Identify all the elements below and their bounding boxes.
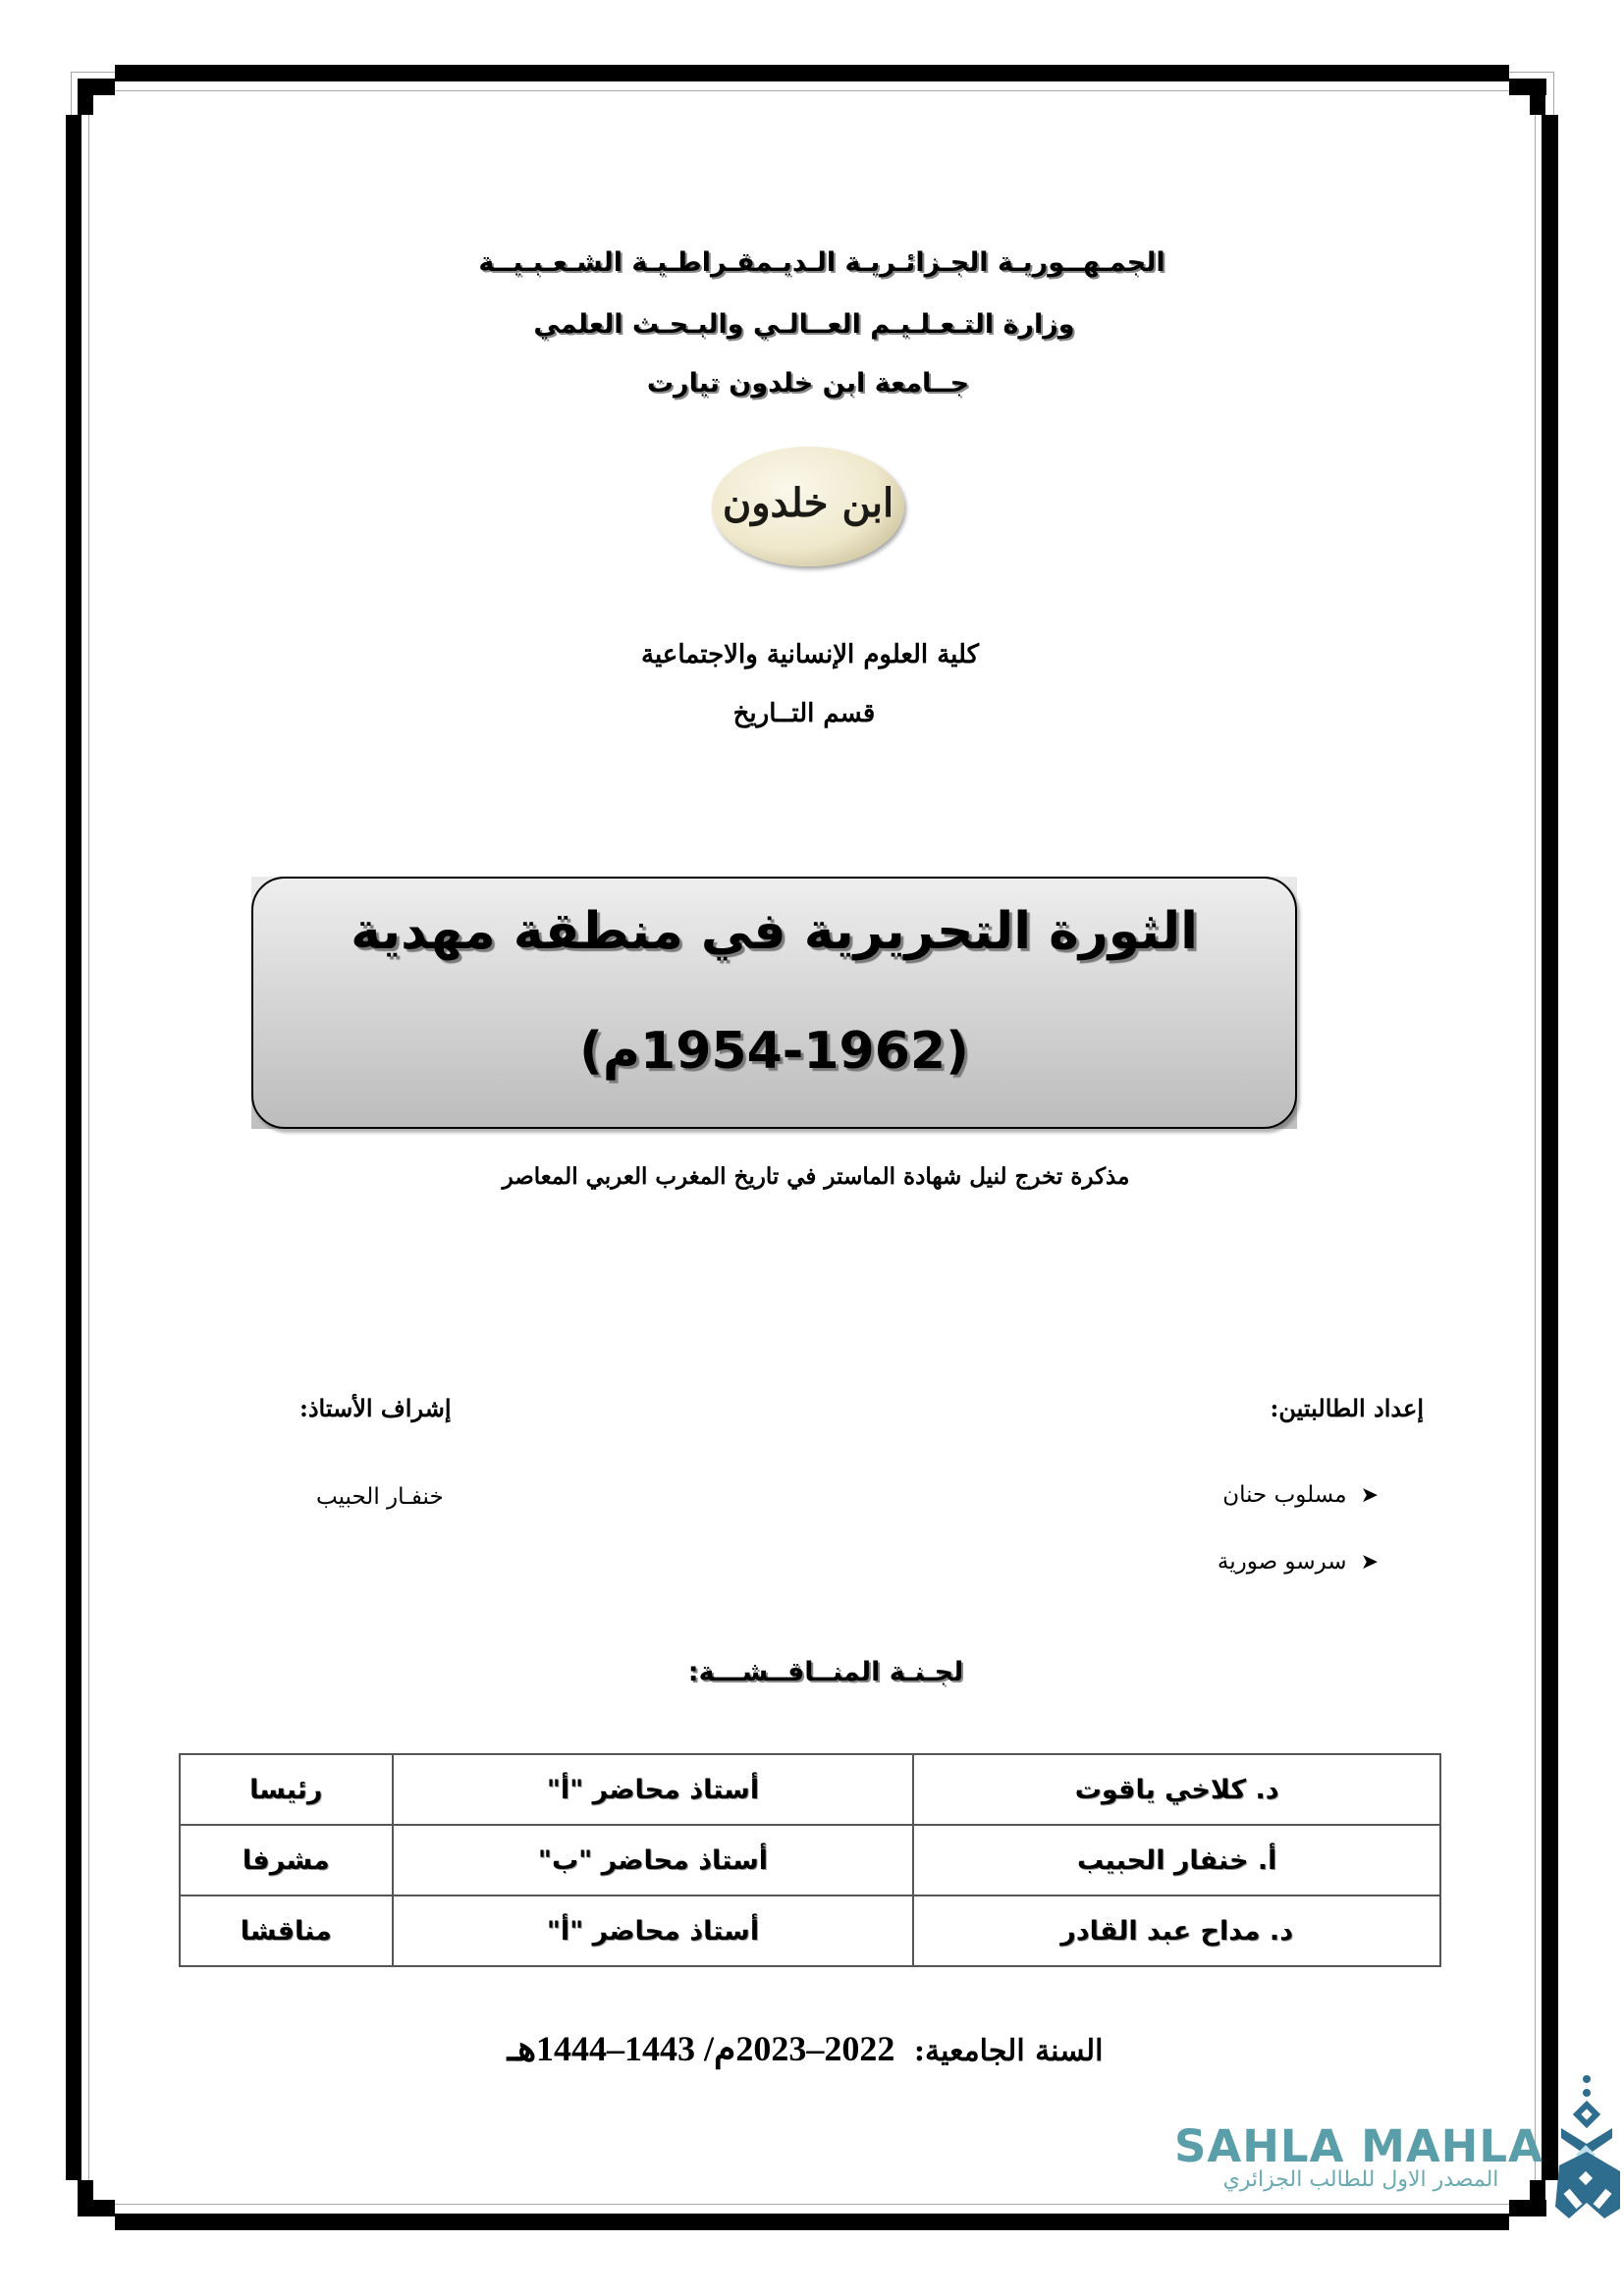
member-rank: أستاذ محاضر "أ" <box>393 1896 914 1966</box>
member-name: د. كلاخي ياقوت <box>913 1754 1440 1825</box>
frame-outer-tl-line-h <box>71 72 115 73</box>
logo-calligraphy: ابن خلدون <box>722 480 894 526</box>
member-role: مناقشا <box>180 1896 393 1966</box>
academic-year-label: السنة الجامعية: <box>913 2034 1104 2068</box>
frame-inner-right-line <box>1535 115 1536 2180</box>
arrow-bullet-icon: ➤ <box>1360 1549 1379 1575</box>
frame-outer-tl-line <box>71 72 72 115</box>
thesis-title-box <box>251 877 1297 1129</box>
member-role: رئيسا <box>180 1754 393 1825</box>
frame-inner-left-line <box>88 115 89 2180</box>
arrow-bullet-icon: ➤ <box>1360 1482 1379 1508</box>
frame-corner-tl-v <box>78 79 93 115</box>
thesis-subtitle: مذكرة تخرج لنيل شهادة الماستر في تاريخ المغرب العربي المعاصر <box>502 1163 1130 1190</box>
frame-right-bar <box>1542 115 1558 2180</box>
member-name: د. مداح عبد القادر <box>913 1896 1440 1966</box>
frame-outer-tr-line <box>1553 72 1554 115</box>
table-row <box>180 1896 1440 1966</box>
frame-bottom-bar <box>115 2214 1509 2230</box>
department-name: قسم التــاريخ <box>732 699 876 728</box>
committee-table <box>179 1753 1441 1967</box>
university-heading: جــامعة ابن خلدون تيارت <box>646 368 970 399</box>
frame-inner-top-line <box>115 90 1509 91</box>
table-row <box>180 1754 1440 1825</box>
frame-top-bar <box>115 65 1509 81</box>
thesis-title: الثورة التحريرية في منطقة مهدية <box>351 902 1198 961</box>
member-rank: أستاذ محاضر "ب" <box>393 1825 914 1896</box>
frame-left-bar <box>66 115 81 2180</box>
frame-outer-tr-line-h <box>1509 72 1553 73</box>
student-name: سرسو صورية <box>1217 1549 1347 1575</box>
ministry-heading: وزارة التـعـلـيـم العــالـي والبـحـث العلمي <box>533 309 1075 340</box>
frame-corner-tr-v <box>1530 79 1545 115</box>
republic-heading: الجمـهــوريـة الجـزائـريـة الـديـمقـراطـيـة الشـعـبـيــة <box>478 247 1165 278</box>
thesis-period: (1954-1962م) <box>579 1022 969 1081</box>
watermark-tagline: المصدر الاول للطالب الجزائري <box>1222 2167 1499 2192</box>
member-role: مشرفا <box>180 1825 393 1896</box>
student-item <box>1218 1549 1379 1575</box>
supervisor-name: خنفـار الحبيب <box>316 1484 444 1510</box>
frame-inner-bottom-line <box>115 2204 1509 2205</box>
frame-corner-bl-v <box>78 2180 93 2216</box>
member-rank: أستاذ محاضر "أ" <box>393 1754 914 1825</box>
student-item <box>1222 1482 1379 1508</box>
students-heading: إعداد الطالبتين: <box>1270 1394 1424 1422</box>
committee-heading: لجـنـة المنــاقــشـــة: <box>687 1657 964 1687</box>
university-seal-icon <box>712 447 904 566</box>
student-name: مسلوب حنان <box>1222 1482 1347 1508</box>
academic-year-value: 2022–2023م/ 1443–1444هـ <box>507 2029 895 2068</box>
supervisor-heading: إشراف الأستاذ: <box>299 1394 452 1422</box>
faculty-name: كلية العلوم الإنسانية والاجتماعية <box>641 640 979 669</box>
member-name: أ. خنفار الحبيب <box>913 1825 1440 1896</box>
sahla-mahla-logo-icon <box>1555 2071 1624 2218</box>
watermark-brand: SAHLA MAHLA <box>1174 2120 1543 2172</box>
academic-year <box>432 2028 1178 2069</box>
table-row <box>180 1825 1440 1896</box>
